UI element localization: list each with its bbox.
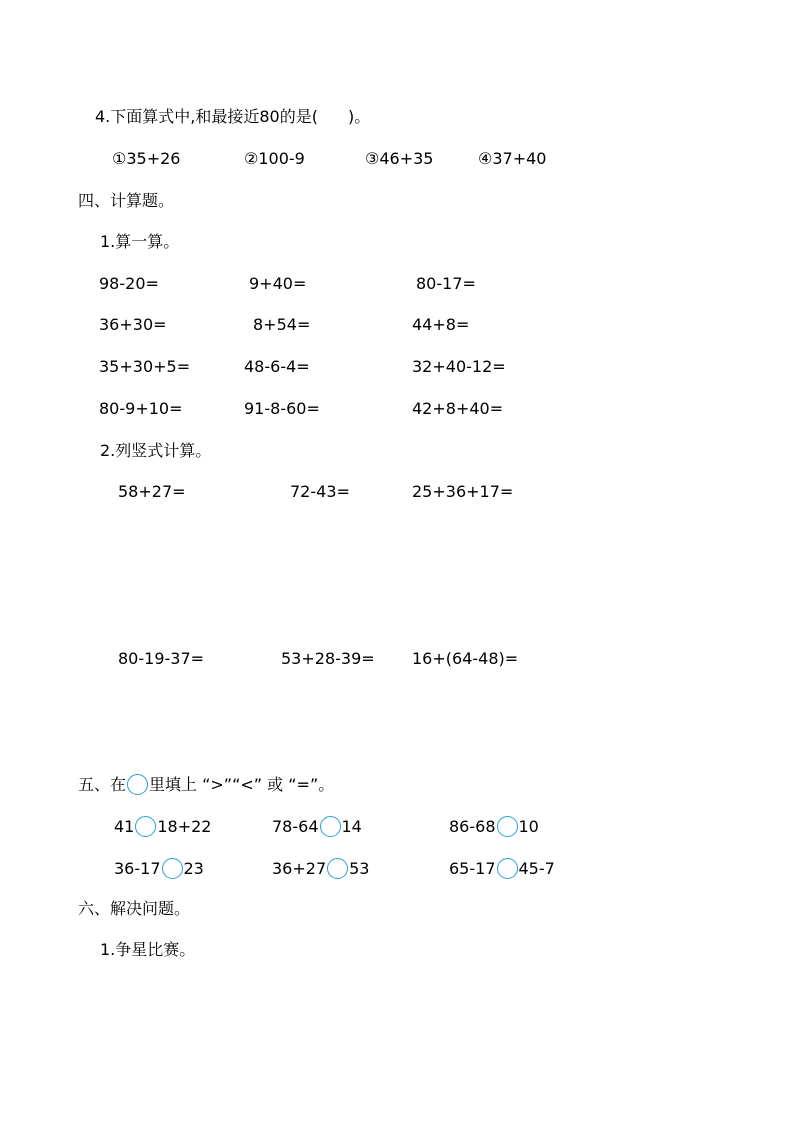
- q4-option-3[interactable]: ③46+35: [365, 149, 434, 168]
- calc-item: 44+8=: [412, 315, 470, 334]
- q4-option-4[interactable]: ④37+40: [478, 149, 547, 168]
- vertical-calc-item: 58+27=: [118, 482, 186, 501]
- calc-item: 91-8-60=: [244, 399, 320, 418]
- calc-item: 48-6-4=: [244, 357, 310, 376]
- calc-item: 8+54=: [253, 315, 311, 334]
- compare-circle[interactable]: [162, 858, 183, 879]
- section-6-title: 六、解决问题。: [78, 899, 191, 918]
- vertical-calc-item: 53+28-39=: [281, 649, 375, 668]
- q4-option-1[interactable]: ①35+26: [112, 149, 181, 168]
- compare-circle[interactable]: [320, 816, 341, 837]
- q4-number: 80: [259, 107, 280, 126]
- calc-item: 36+30=: [99, 315, 167, 334]
- section-4-sub2: 2.列竖式计算。: [100, 441, 212, 460]
- vertical-calc-item: 72-43=: [290, 482, 350, 501]
- section-6-sub1: 1.争星比赛。: [100, 940, 196, 959]
- q4-suffix-close: )。: [347, 107, 371, 126]
- calc-item: 42+8+40=: [412, 399, 504, 418]
- section-4-title: 四、计算题。: [78, 191, 175, 210]
- compare-circle[interactable]: [497, 858, 518, 879]
- circle-icon: [127, 774, 148, 795]
- vertical-calc-item: 80-19-37=: [118, 649, 205, 668]
- compare-item: 78-64 14: [272, 817, 362, 836]
- q4-suffix-open: 的是(: [279, 107, 318, 126]
- compare-circle[interactable]: [135, 816, 156, 837]
- question-4: [95, 107, 370, 127]
- compare-item: 65-17 45-7: [449, 859, 555, 878]
- calc-item: 32+40-12=: [412, 357, 506, 376]
- section-4-sub1: 1.算一算。: [100, 232, 180, 251]
- q4-prefix: 4.下面算式中,和最接近: [95, 107, 260, 126]
- calc-item: 9+40=: [249, 274, 307, 293]
- calc-item: 98-20=: [99, 274, 159, 293]
- calc-item: 80-9+10=: [99, 399, 183, 418]
- vertical-calc-item: 25+36+17=: [412, 482, 514, 501]
- section-5-title: 五、在 里填上 “>”“<” 或 “=”。: [78, 775, 335, 794]
- vertical-calc-item: 16+(64-48)=: [412, 649, 519, 668]
- calc-item: 80-17=: [416, 274, 476, 293]
- compare-circle[interactable]: [327, 858, 348, 879]
- q4-option-2[interactable]: ②100-9: [244, 149, 305, 168]
- compare-item: 86-68 10: [449, 817, 539, 836]
- compare-item: 41 18+22: [114, 817, 212, 836]
- calc-item: 35+30+5=: [99, 357, 191, 376]
- compare-circle[interactable]: [497, 816, 518, 837]
- compare-item: 36+27 53: [272, 859, 370, 878]
- compare-item: 36-17 23: [114, 859, 204, 878]
